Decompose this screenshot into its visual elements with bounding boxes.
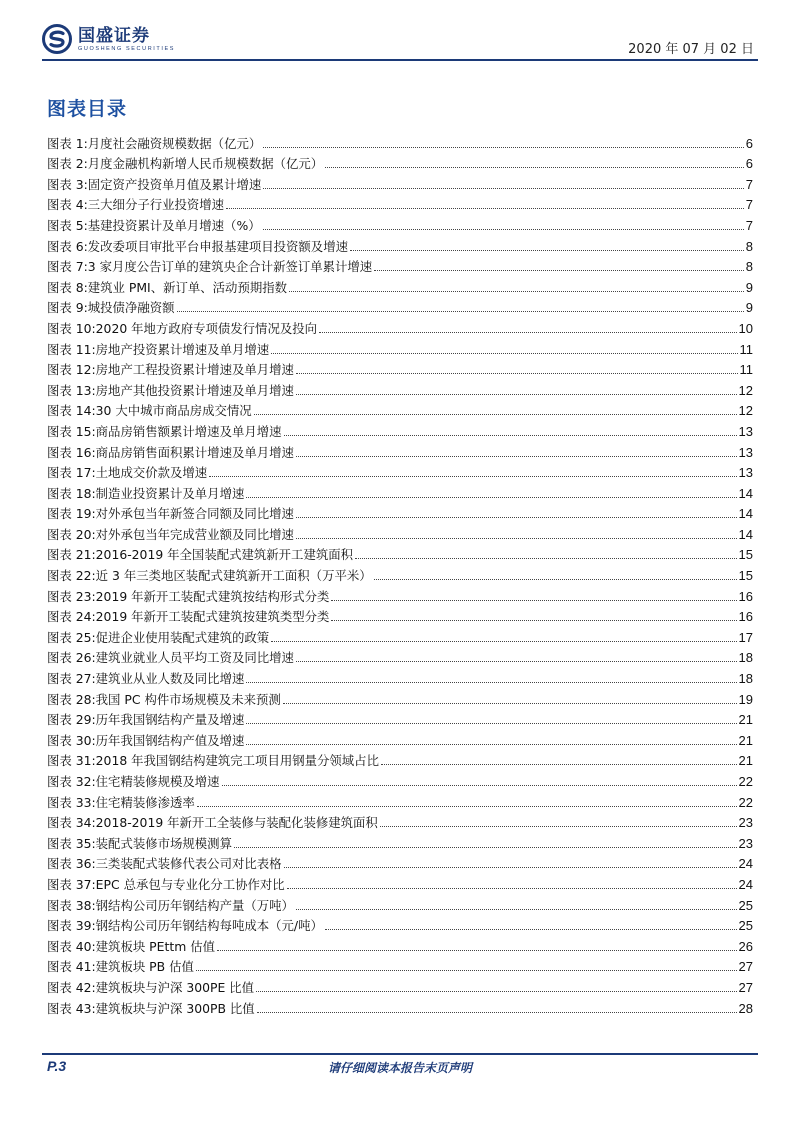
toc-entry-page: 21 [738,753,753,769]
toc-entry-page: 15 [738,547,753,563]
toc-entry-title: 商品房销售面积累计增速及单月增速 [95,444,294,460]
toc-entry-label: 图表 33: [47,794,96,810]
toc-leader-dots [284,435,737,436]
toc-entry-page: 24 [738,876,753,892]
toc-entry-page: 22 [738,794,753,810]
toc-entry-label: 图表 15: [47,423,96,439]
toc-entry-label: 图表 9: [47,300,88,316]
toc-entry-page: 27 [738,979,753,995]
toc-leader-dots [355,558,737,559]
toc-entry-label: 图表 27: [47,671,96,687]
toc-entry-label: 图表 36: [47,856,96,872]
toc-entry-page: 7 [745,217,753,233]
toc-leader-dots [331,600,736,601]
page-number: P.3 [47,1058,67,1074]
toc-leader-dots [222,785,737,786]
toc-entry-page: 14 [738,506,753,522]
toc-entry[interactable] [47,152,753,173]
toc-entry[interactable] [47,708,753,729]
toc-entry-page: 12 [738,382,753,398]
toc-entry-title: 月度金融机构新增人民币规模数据（亿元） [87,156,324,172]
toc-leader-dots [374,270,744,271]
toc-entry-page: 18 [738,671,753,687]
toc-entry-label: 图表 28: [47,691,96,707]
toc-entry-label: 图表 34: [47,815,96,831]
toc-entry-title: 2016-2019 年全国装配式建筑新开工建筑面积 [95,547,354,563]
toc-leader-dots [246,682,736,683]
footer-divider [42,1053,758,1055]
toc-entry-label: 图表 16: [47,444,96,460]
toc-entry-title: 3 家月度公告订单的建筑央企合计新签订单累计增速 [87,259,373,275]
toc-entry[interactable] [47,996,753,1017]
toc-leader-dots [374,579,737,580]
toc-entry[interactable] [47,625,753,646]
toc-entry-label: 图表 2: [47,156,88,172]
toc-entry[interactable] [47,646,753,667]
toc-entry-label: 图表 38: [47,897,96,913]
toc-list [47,131,753,1017]
toc-leader-dots [325,167,744,168]
toc-entry-label: 图表 20: [47,526,96,542]
toc-entry-page: 13 [738,444,753,460]
toc-leader-dots [217,950,737,951]
toc-leader-dots [381,764,737,765]
header-divider [42,59,758,61]
toc-leader-dots [234,847,737,848]
toc-entry-label: 图表 32: [47,774,96,789]
toc-entry-page: 10 [738,320,753,336]
toc-entry-title: 房地产工程投资累计增速及单月增速 [95,362,294,378]
toc-entry[interactable] [47,872,753,893]
toc-entry[interactable] [47,502,753,523]
toc-leader-dots [296,661,737,662]
toc-leader-dots [257,1012,737,1013]
toc-entry-title: EPC 总承包与专业化分工协作对比 [95,876,285,892]
toc-entry-label: 图表 13: [47,382,96,398]
toc-entry-label: 图表 10: [47,320,96,336]
toc-leader-dots [263,229,744,230]
toc-entry[interactable] [47,852,753,873]
toc-entry-label: 图表 24: [47,609,96,625]
toc-entry-title: 2018-2019 年新开工全装修与装配化装修建筑面积 [95,815,378,831]
toc-entry-label: 图表 5: [47,217,88,233]
toc-entry-title: 住宅精装修规模及增速 [95,774,220,789]
toc-entry-title: 促进企业使用装配式建筑的政策 [95,629,270,645]
toc-entry-label: 图表 6: [47,238,88,254]
toc-entry[interactable] [47,213,753,234]
toc-entry-label: 图表 43: [47,1000,96,1016]
toc-entry-label: 图表 19: [47,506,96,522]
toc-leader-dots [296,456,737,457]
toc-entry-page: 11 [739,341,753,357]
toc-entry-page: 13 [738,465,753,481]
toc-entry-title: 住宅精装修渗透率 [95,794,195,810]
toc-entry[interactable] [47,234,753,255]
toc-entry-page: 14 [738,526,753,542]
toc-entry[interactable] [47,193,753,214]
toc-entry-label: 图表 42: [47,979,96,995]
toc-entry[interactable] [47,790,753,811]
toc-entry-label: 图表 11: [47,341,96,357]
toc-leader-dots [246,723,736,724]
toc-entry[interactable] [47,296,753,317]
toc-entry[interactable] [47,440,753,461]
toc-leader-dots [284,867,737,868]
toc-entry-page: 12 [738,403,753,419]
toc-entry-title: 历年我国钢结构产量及增速 [95,712,245,728]
toc-entry-label: 图表 41: [47,959,96,975]
toc-entry[interactable] [47,522,753,543]
toc-entry[interactable] [47,316,753,337]
toc-entry-page: 7 [745,176,753,192]
toc-entry-title: 我国 PC 构件市场规模及未来预测 [95,691,281,707]
toc-entry-label: 图表 29: [47,712,96,728]
toc-leader-dots [296,538,737,539]
brand-name-cn: 国盛证券 [78,25,150,46]
toc-entry[interactable] [47,419,753,440]
toc-entry-title: 历年我国钢结构产值及增速 [95,732,245,748]
toc-entry-label: 图表 39: [47,918,96,934]
toc-entry-title: 对外承包当年新签合同额及同比增速 [95,506,294,522]
toc-leader-dots [296,517,737,518]
toc-entry[interactable] [47,811,753,832]
toc-entry[interactable] [47,358,753,379]
toc-entry-page: 9 [745,300,753,316]
toc-entry-page: 16 [738,588,753,604]
toc-entry[interactable] [47,728,753,749]
toc-entry-page: 8 [745,259,753,275]
brand-logo [42,24,175,54]
toc-entry-page: 6 [745,156,753,172]
brand-name-en: GUOSHENG SECURITIES [78,45,176,52]
toc-entry[interactable] [47,769,753,790]
toc-entry-title: 基建投资累计及单月增速（%） [87,217,261,233]
toc-entry-page: 16 [738,609,753,625]
toc-entry[interactable] [47,378,753,399]
toc-entry[interactable] [47,337,753,358]
toc-leader-dots [246,744,736,745]
toc-entry[interactable] [47,605,753,626]
toc-entry-title: 建筑业 PMI、新订单、活动预期指数 [87,279,288,295]
toc-entry-page: 26 [738,938,753,954]
report-date: 2020 年 07 月 02 日 [628,42,754,57]
toc-leader-dots [287,888,737,889]
toc-entry[interactable] [47,563,753,584]
toc-leader-dots [289,291,744,292]
toc-entry-page: 25 [738,918,753,934]
toc-leader-dots [319,332,737,333]
toc-entry-page: 24 [738,856,753,872]
toc-entry-label: 图表 23: [47,588,96,604]
toc-entry-page: 7 [745,197,753,213]
toc-leader-dots [197,806,737,807]
toc-leader-dots [256,991,737,992]
toc-entry[interactable] [47,481,753,502]
toc-entry-page: 21 [738,712,753,728]
toc-entry-label: 图表 12: [47,362,96,378]
toc-entry[interactable] [47,687,753,708]
toc-entry-page: 8 [745,238,753,254]
toc-entry-title: 钢结构公司历年钢结构产量（万吨） [95,897,294,913]
toc-entry-title: 建筑板块 PB 估值 [95,959,194,975]
toc-title: 图表目录 [47,98,128,120]
toc-entry-page: 9 [745,279,753,295]
toc-entry-label: 图表 37: [47,876,96,892]
toc-entry-label: 图表 31: [47,753,96,769]
toc-leader-dots [271,353,737,354]
toc-leader-dots [325,929,737,930]
toc-entry-title: 商品房销售额累计增速及单月增速 [95,423,282,439]
toc-entry-label: 图表 26: [47,650,96,666]
toc-entry-title: 对外承包当年完成营业额及同比增速 [95,526,294,542]
toc-entry-label: 图表 14: [47,403,96,419]
toc-leader-dots [283,703,737,704]
toc-entry[interactable] [47,172,753,193]
toc-leader-dots [271,641,736,642]
toc-entry-page: 28 [738,1000,753,1016]
toc-entry-title: 固定资产投资单月值及累计增速 [87,176,262,192]
toc-entry[interactable] [47,914,753,935]
toc-leader-dots [246,497,736,498]
toc-entry-page: 6 [745,135,753,151]
toc-entry-label: 图表 1: [47,135,88,151]
toc-entry-page: 18 [738,650,753,666]
toc-entry[interactable] [47,893,753,914]
toc-entry-page: 22 [738,774,753,789]
toc-entry[interactable] [47,255,753,276]
toc-leader-dots [226,208,744,209]
toc-entry-title: 发改委项目审批平台申报基建项目投资额及增速 [87,238,348,254]
toc-entry-title: 2018 年我国钢结构建筑完工项目用钢量分领域占比 [95,753,379,769]
toc-leader-dots [254,414,737,415]
toc-entry-title: 建筑业从业人数及同比增速 [95,671,245,687]
toc-entry-page: 17 [738,629,753,645]
toc-entry-label: 图表 7: [47,259,88,275]
toc-entry[interactable] [47,934,753,955]
toc-entry-label: 图表 25: [47,629,96,645]
toc-entry-page: 21 [738,732,753,748]
toc-entry-label: 图表 35: [47,835,96,851]
toc-entry-page: 15 [738,568,753,584]
toc-entry-label: 图表 17: [47,465,96,481]
toc-leader-dots [350,250,744,251]
toc-entry[interactable] [47,584,753,605]
toc-entry[interactable] [47,975,753,996]
toc-leader-dots [296,909,737,910]
toc-entry-page: 13 [738,423,753,439]
toc-leader-dots [263,147,744,148]
toc-entry-page: 14 [738,485,753,501]
toc-entry[interactable] [47,831,753,852]
toc-entry-title: 建筑板块与沪深 300PE 比值 [95,979,255,995]
toc-leader-dots [380,826,737,827]
toc-entry-title: 月度社会融资规模数据（亿元） [87,135,262,151]
toc-entry-label: 图表 22: [47,568,96,584]
toc-entry-title: 2019 年新开工装配式建筑按建筑类型分类 [95,609,330,625]
toc-entry-label: 图表 30: [47,732,96,748]
toc-entry-title: 城投债净融资额 [87,300,175,316]
toc-entry-label: 图表 18: [47,485,96,501]
toc-entry-page: 23 [738,815,753,831]
toc-entry-label: 图表 4: [47,197,88,213]
toc-entry-title: 房地产其他投资累计增速及单月增速 [95,382,294,398]
toc-leader-dots [209,476,736,477]
toc-entry[interactable] [47,543,753,564]
toc-entry[interactable] [47,461,753,482]
toc-entry-title: 建筑板块与沪深 300PB 比值 [95,1000,255,1016]
toc-leader-dots [196,970,737,971]
toc-entry-title: 房地产投资累计增速及单月增速 [95,341,270,357]
toc-entry-title: 30 大中城市商品房成交情况 [95,403,252,419]
toc-entry-label: 图表 8: [47,279,88,295]
toc-entry-title: 土地成交价款及增速 [95,465,208,481]
toc-entry[interactable] [47,275,753,296]
toc-entry-page: 27 [738,959,753,975]
disclaimer-note: 请仔细阅读本报告末页声明 [327,1061,472,1075]
toc-entry-title: 建筑业就业人员平均工资及同比增速 [95,650,294,666]
toc-entry-page: 25 [738,897,753,913]
toc-entry-title: 制造业投资累计及单月增速 [95,485,245,501]
guosheng-logo-icon [42,24,72,54]
page-header [42,24,758,60]
toc-entry-title: 2020 年地方政府专项债发行情况及投向 [95,320,318,336]
toc-entry-page: 23 [738,835,753,851]
toc-entry-label: 图表 40: [47,938,96,954]
toc-entry-label: 图表 21: [47,547,96,563]
toc-leader-dots [331,620,736,621]
toc-entry-page: 11 [739,362,753,378]
toc-leader-dots [177,311,744,312]
toc-entry[interactable] [47,666,753,687]
toc-entry[interactable] [47,399,753,420]
toc-entry[interactable] [47,131,753,152]
toc-leader-dots [263,188,744,189]
toc-entry-title: 三类装配式装修代表公司对比表格 [95,856,282,872]
toc-entry-title: 三大细分子行业投资增速 [87,197,225,213]
toc-entry[interactable] [47,749,753,770]
toc-entry-title: 钢结构公司历年钢结构每吨成本（元/吨） [95,918,323,934]
toc-entry[interactable] [47,955,753,976]
toc-entry-title: 2019 年新开工装配式建筑按结构形式分类 [95,588,330,604]
toc-entry-title: 建筑板块 PEttm 估值 [95,938,215,954]
toc-entry-title: 装配式装修市场规模测算 [95,835,232,851]
toc-entry-page: 19 [738,691,753,707]
toc-entry-title: 近 3 年三类地区装配式建筑新开工面积（万平米） [95,568,372,584]
toc-leader-dots [296,373,738,374]
toc-entry-label: 图表 3: [47,176,88,192]
toc-leader-dots [296,394,737,395]
